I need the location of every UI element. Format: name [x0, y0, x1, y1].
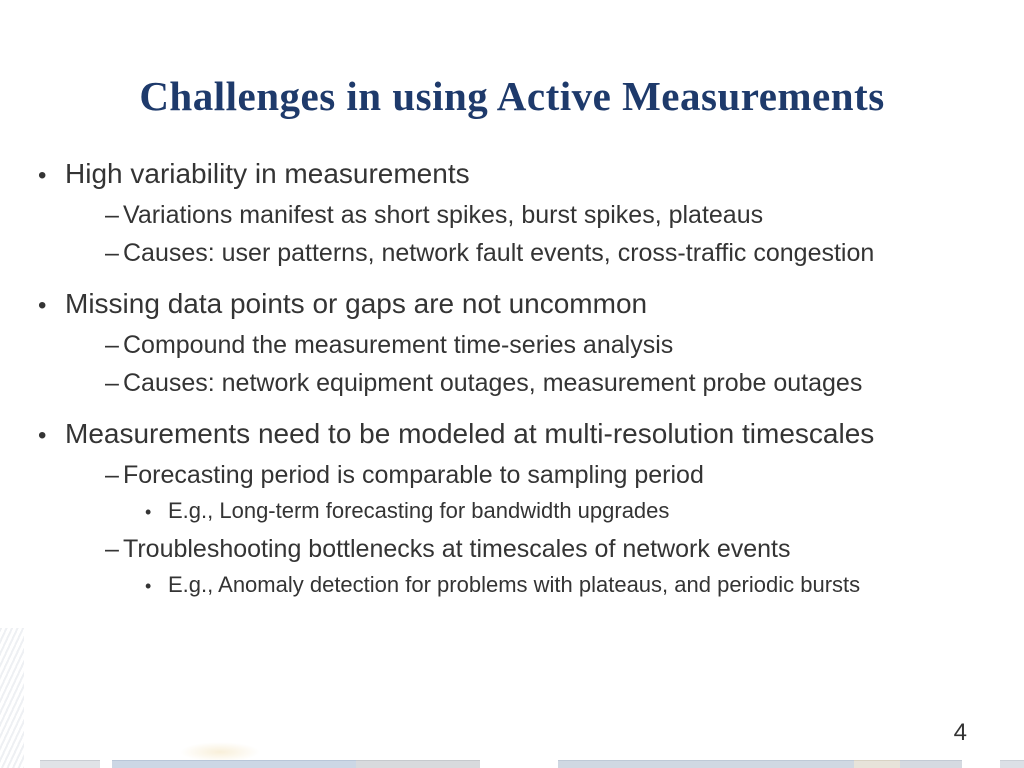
bullet-item	[0, 571, 1000, 600]
bullet-text: Causes: user patterns, network fault events, cross-traffic congestion	[123, 239, 875, 267]
bullet-item	[0, 534, 1000, 564]
bullet-item	[0, 418, 1000, 452]
bullet-item	[0, 330, 1000, 360]
bullet-text: Causes: network equipment outages, measurement probe outages	[123, 369, 863, 397]
bullet-text: Forecasting period is comparable to sampling period	[123, 461, 704, 489]
strip-segment	[854, 760, 900, 768]
dash-marker: –	[105, 369, 119, 397]
bullet-item	[0, 158, 1000, 192]
page-number: 4	[953, 719, 967, 746]
bullet-text: E.g., Long-term forecasting for bandwidth upgrades	[168, 498, 670, 523]
warm-smudge-decoration	[180, 742, 260, 762]
cutoff-graphic-strip	[0, 760, 1024, 768]
bullet-item	[0, 238, 1000, 268]
sub-bullet-marker: •	[145, 576, 152, 596]
dash-marker: –	[105, 201, 119, 229]
bullet-marker: •	[38, 292, 47, 319]
strip-segment	[40, 760, 100, 768]
bullet-marker: •	[38, 422, 47, 449]
bullet-text: Compound the measurement time-series analysis	[123, 331, 674, 359]
strip-segment	[1000, 760, 1024, 768]
bullet-text: Missing data points or gaps are not uncommon	[65, 288, 648, 319]
strip-segment	[558, 760, 854, 768]
sub-bullet-marker: •	[145, 502, 152, 522]
bullet-list	[0, 158, 1000, 600]
dash-marker: –	[105, 331, 119, 359]
dash-marker: –	[105, 461, 119, 489]
strip-segment	[356, 760, 480, 768]
slide-title: Challenges in using Active Measurements	[139, 73, 885, 119]
bullet-text: Measurements need to be modeled at multi-resolution timescales	[65, 418, 875, 449]
bullet-item	[0, 368, 1000, 398]
bullet-item	[0, 200, 1000, 230]
bullet-item	[0, 288, 1000, 322]
bullet-marker: •	[38, 162, 47, 189]
diagonal-hatch-watermark	[0, 628, 24, 768]
dash-marker: –	[105, 239, 119, 267]
bullet-text: Variations manifest as short spikes, burst spikes, plateaus	[123, 201, 764, 229]
bullet-item	[0, 460, 1000, 490]
bullet-text: High variability in measurements	[65, 158, 470, 189]
bullet-text: E.g., Anomaly detection for problems with plateaus, and periodic bursts	[168, 572, 861, 597]
bullet-item	[0, 497, 1000, 526]
strip-segment	[112, 760, 356, 768]
dash-marker: –	[105, 535, 119, 563]
bullet-text: Troubleshooting bottlenecks at timescales of network events	[123, 535, 791, 563]
strip-segment	[900, 760, 962, 768]
